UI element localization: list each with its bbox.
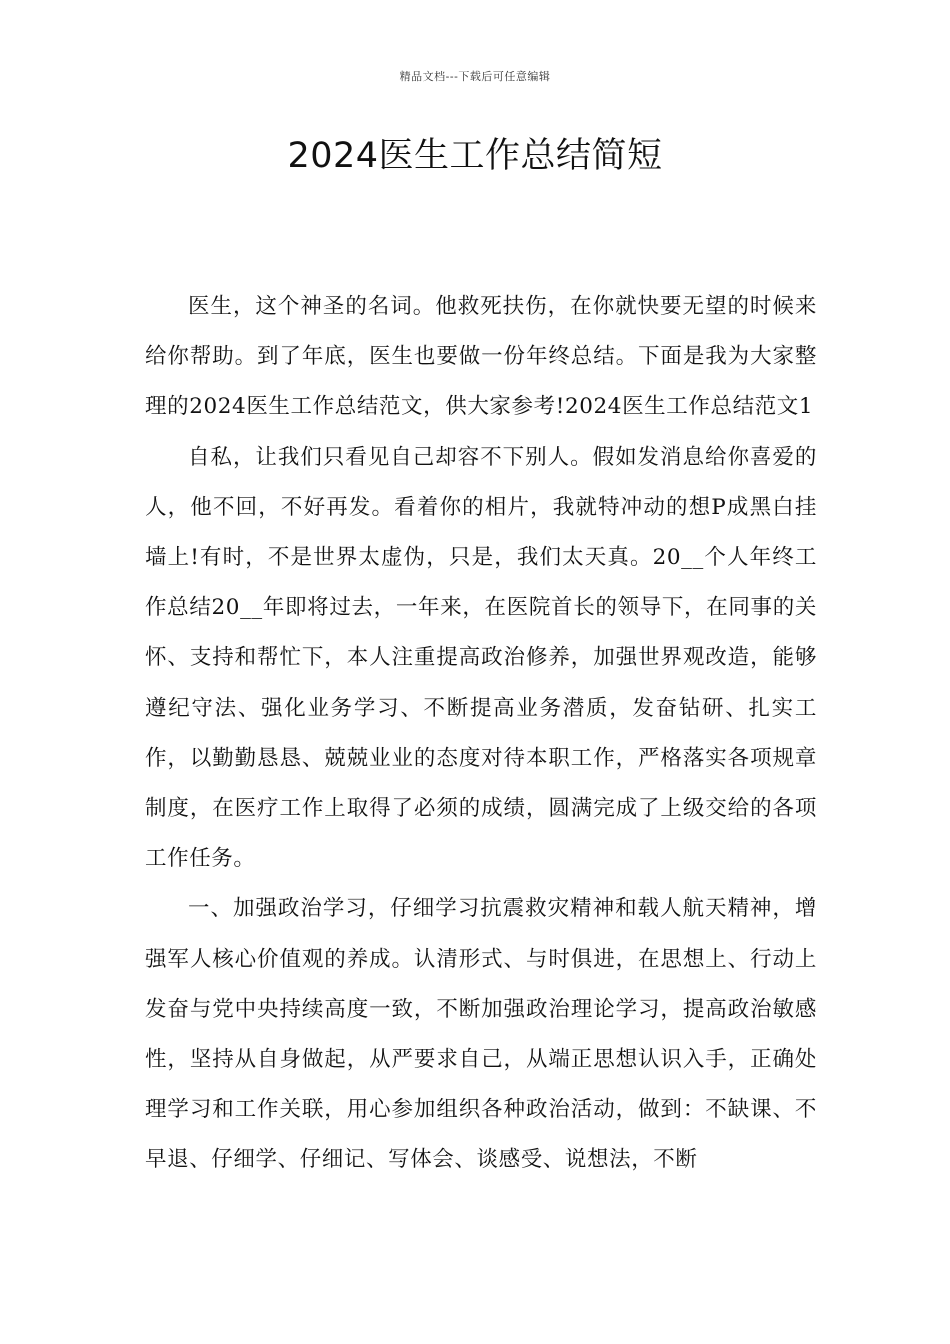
body-paragraph: 一、加强政治学习，仔细学习抗震救灾精神和载人航天精神，增强军人核心价值观的养成。认清形式、与时俱进，在思想上、行动上发奋与党中央持续高度一致，不断加强政治理论学习，提高政治敏感性，坚持从自身做起，从严要求自己，从端正思想认识入手，正确处理学习和工作关联，用心参加组织各种政治活动，做到：不缺课、不早退、仔细学、仔细记、写体会、谈感受、说想法，不断: [145, 896, 817, 1173]
document-body: [145, 282, 817, 1186]
header-note: 精品文档---下载后可任意编辑: [399, 70, 551, 83]
body-paragraph: 医生，这个神圣的名词。他救死扶伤，在你就快要无望的时候来给你帮助。到了年底，医生也要做一份年终总结。下面是我为大家整理的2024医生工作总结范文，供大家参考!2024医生工作总结范文1: [145, 294, 817, 420]
body-paragraph: 自私，让我们只看见自己却容不下别人。假如发消息给你喜爱的人，他不回，不好再发。看着你的相片，我就特冲动的想P成黑白挂墙上!有时，不是世界太虚伪，只是，我们太天真。20__个人年终工作总结20__年即将过去，一年来，在医院首长的领导下，在同事的关怀、支持和帮忙下，本人注重提高政治修养，加强世界观改造，能够遵纪守法、强化业务学习、不断提高业务潜质，发奋钻研、扎实工作，以勤勤恳恳、兢兢业业的态度对待本职工作，严格落实各项规章制度，在医疗工作上取得了必须的成绩，圆满完成了上级交给的各项工作任务。: [145, 444, 817, 872]
document-title: 2024医生工作总结简短: [287, 136, 663, 176]
